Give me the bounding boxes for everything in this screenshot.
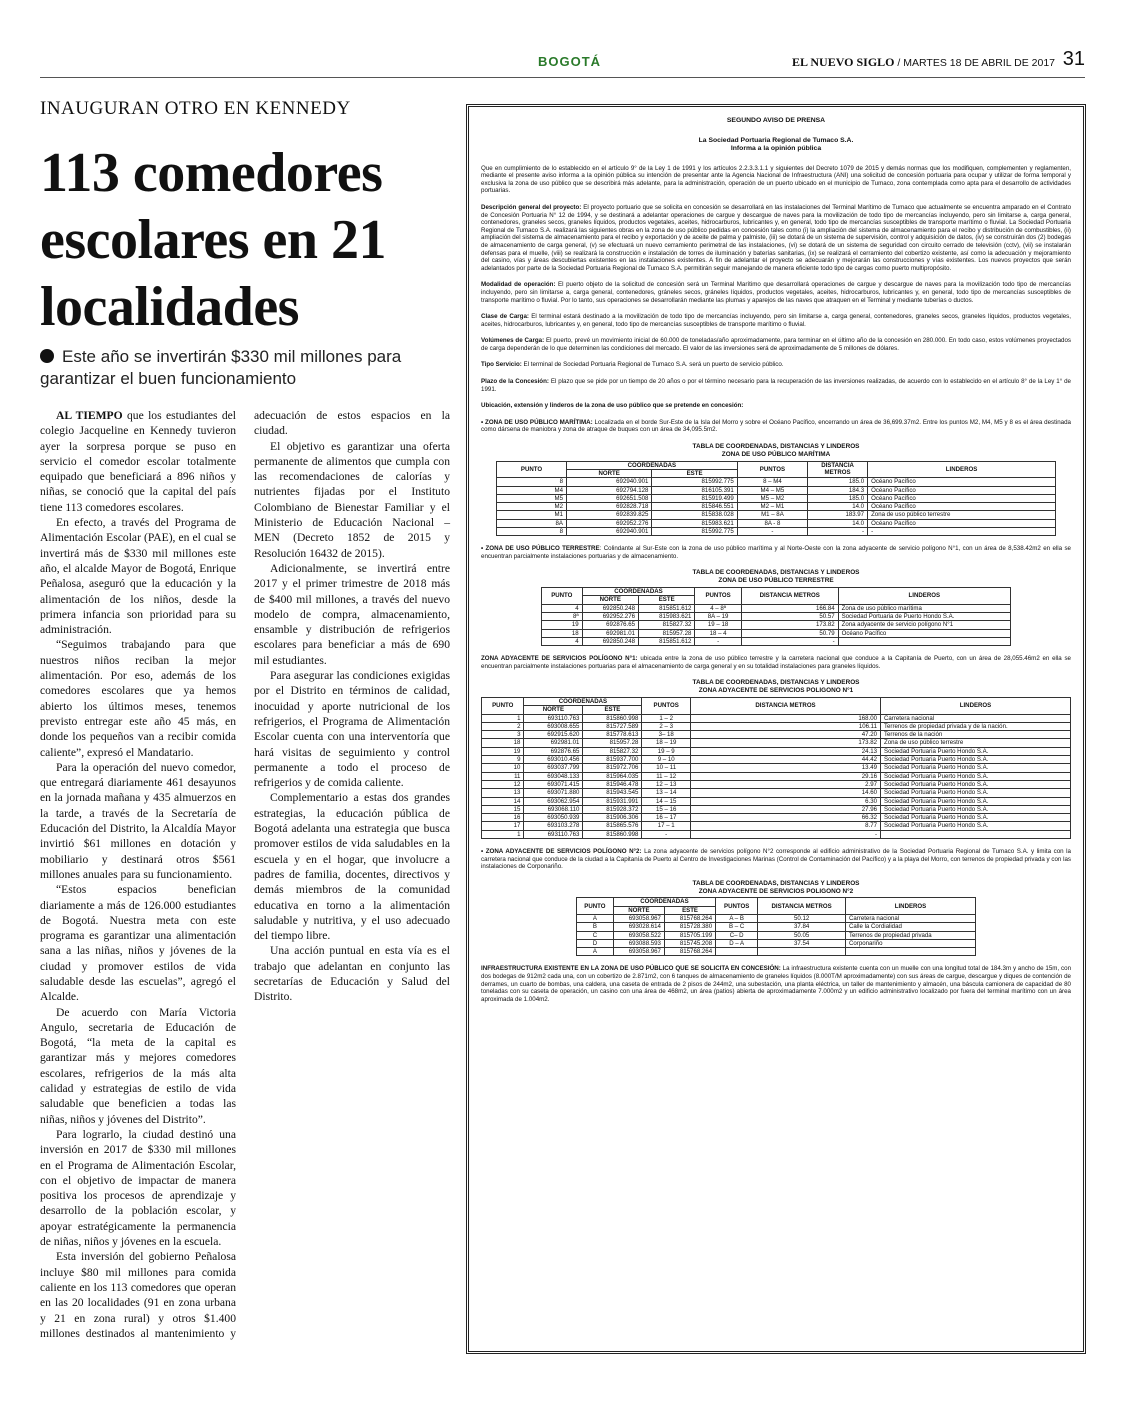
article-paragraph: “Seguimos trabajando para que nuestros niños reciban la mejor alimentación. Por eso, además de los comedores escolares que ya hemos abierto los últimos meses, tenemos previsto entregar este año 45 más, en donde los pequeños van a recibir comida caliente”, expresó el Mandatario. — [40, 638, 236, 759]
table-cell: 19 – 9 — [642, 747, 691, 755]
table-adjacent-2: PUNTO COORDENADAS PUNTOS DISTANCIA METROS LINDEROS NORTE ESTE A 693058.967 815768.264 A – B 50.12 Carretera nacional B 693028.614 815728.380 B – C 37.84 Calle la Cordialidad C 693058.522 815705.199 C– D 50.05 Terrenos de propiedad privada D 693088.593 815745.208 D – A 37.54 Corponariño A 693058.967 815768.264 — [576, 897, 976, 956]
notice-title: SEGUNDO AVISO DE PRENSA — [726, 117, 826, 124]
table-cell: D — [577, 939, 614, 947]
table-row — [482, 789, 1071, 797]
table-cell: Sociedad Portuaria de Puerto Hondo S.A. — [838, 612, 1010, 620]
notice-inform: Informa a la opinión pública — [730, 144, 822, 152]
table-cell: 815946.478 — [583, 780, 642, 788]
article-paragraph: Adicionalmente, se invertirá entre 2017 y el primer trimestre de 2018 más de $400 mil millones, a través del nuevo modelo de compra, almacenamiento, ensamble y distribución de refrigerios escolares para beneficiar a más de 690 mil estudiantes. — [254, 561, 450, 667]
col-este: ESTE — [652, 469, 737, 477]
table-cell: 13.49 — [691, 764, 881, 772]
table-row — [482, 822, 1071, 830]
table-cell: Terrenos de propiedad privada y de la nación. — [881, 722, 1071, 730]
table-cell: M1 — [497, 511, 567, 519]
table-cell: 16 — [482, 814, 524, 822]
article-paragraph: El objetivo es garantizar una oferta permanente de alimentos que cumpla con las recomendaciones de calorías y nutrientes fijadas por el Instituto Colombiano de Bienestar Familiar y el Ministerio de Educación Nacional – MEN (Decreto 1852 de 2015 y Resolución 16432 de 2015). — [254, 439, 450, 560]
table-cell: Sociedad Portuaria Puerto Hondo S.A. — [881, 756, 1071, 764]
table-cell: M4 – M5 — [737, 486, 807, 494]
table-cell: 693010.456 — [524, 756, 583, 764]
table-cell: 815768.264 — [664, 914, 715, 922]
table-cell: 17 — [482, 822, 524, 830]
table-cell: 8A - 8 — [737, 519, 807, 527]
article-body — [40, 408, 450, 1348]
table-cell: 815705.199 — [664, 931, 715, 939]
table-cell: 2.97 — [691, 780, 881, 788]
table-cell: 693058.522 — [613, 931, 664, 939]
table-row — [497, 528, 1056, 536]
table-row — [482, 722, 1071, 730]
table-cell: Calle la Cordialidad — [846, 923, 976, 931]
table-cell: 183.97 — [808, 511, 868, 519]
col-distancia: DISTANCIA METROS — [808, 461, 868, 478]
table-row — [482, 739, 1071, 747]
newspaper-brand: EL NUEVO SIGLO — [792, 55, 895, 69]
table-cell: 693110.763 — [524, 714, 583, 722]
table-cell: 18 – 4 — [695, 629, 741, 637]
col-norte: NORTE — [567, 469, 652, 477]
table-row — [542, 629, 1011, 637]
table-cell: 815928.372 — [583, 805, 642, 813]
table-row — [482, 797, 1071, 805]
table-cell: 12 – 13 — [642, 780, 691, 788]
table-cell: 14 — [482, 797, 524, 805]
table-cell: 693028.614 — [613, 923, 664, 931]
table-cell: 692915.620 — [524, 731, 583, 739]
notice-maritime-zone: • ZONA DE USO PÚBLICO MARÍTIMA: Localizada en el borde Sur-Este de la Isla del Morro y sobre el Océano Pacífico, encerrando un área de 36,699.37m2. Entre los puntos M2, M4, M5 y 8 es el área destinada como dársena de maniobra y zona de atraque de buques con un área de 34,095.5m2. — [481, 418, 1071, 434]
table-cell: 29.16 — [691, 772, 881, 780]
table-cell: 2 – 3 — [642, 722, 691, 730]
table-cell: 8A – 19 — [695, 612, 741, 620]
table-cell: 692651.508 — [567, 494, 652, 502]
table-row — [497, 519, 1056, 527]
table-cell: 37.84 — [758, 923, 846, 931]
table-cell: 1 — [482, 714, 524, 722]
publication-date: / MARTES 18 DE ABRIL DE 2017 — [897, 57, 1055, 69]
notice-description: Descripción general del proyecto: El proyecto portuario que se solicita en concesión se desarrollará en las instalaciones del Terminal Marítimo de Tumaco que actualmente se encuentra amparado en el Contrato de Concesión Portuaria N° 12 de 1994, y se destinará a adelantar operaciones de cargue y descargue de naves para la movilización de todo tipo de mercancías incluyendo, pero sin limitarse a, carga general, contenedores, graneles secos, graneles líquidos, productos vegetales, aceites, hidrocarburos, lubricantes y, en general, todo tipo de mercancías susceptibles de transporte marítimo o fluvial. La Sociedad Portuaria Regional de Tumaco S.A. realizará las siguientes obras en la zona de uso público pedidas en concesión tales como (i) la ampliación del sistema de almacenamiento para el recibo y distribución de combustibles, (ii) ampliación del sistema de almacenamiento para el recibo y exportación y de aceite de palma y palmiste, (iii) se dotará de un sistema de supervisión, control y adquisición de datos, (iv) se construirán dos (2) bodegas de almacenamiento de carga general, (v) se efectuará un nuevo cerramiento perimetral de las instalaciones, (vi) se dotará de un sistema de seguridad con circuito cerrado de televisión (cctv), (vii) se instalarán defensas para el muelle, (viii) se realizará la construcción e instalación de torres de iluminación y baterías sanitarias, (ix) se realizará el cerramiento del cobertizo existente, así como la adecuación y mejoramiento del casino, vías y áreas descubiertas existentes en las instalaciones existentes. A fin de adelantar el proyecto se adecuarán y mejorarán las construcciones y vías existentes. Los nuevos proyectos que serán adelantados por parte de la Sociedad Portuaria Regional de Tumaco S.A. permitirán seguir manejando de manera eficiente todo tipo de cargas como puerto multipropósito. — [481, 203, 1072, 272]
article-paragraph: Una acción puntual en esta vía es el trabajo que adelantan en conjunto las secretarías de Educación y Salud del Distrito. — [254, 944, 450, 1004]
table-cell: - — [741, 637, 838, 645]
table-cell: - — [868, 528, 1056, 536]
table-cell: 19 — [542, 621, 583, 629]
table-cell: 693050.939 — [524, 814, 583, 822]
table-cell: 166.84 — [741, 604, 838, 612]
table-cell: 815957.28 — [583, 739, 642, 747]
article-paragraph: Para lograrlo, la ciudad destinó una inversión en 2017 de $330 mil millones en el Programa de Alimentación Escolar, con el objetivo de impactar de manera positiva los procesos de aprendizaje y desarrollo de la población escolar, y apoyar estratégicamente la permanencia de niñas, niños y jóvenes en la escuela. — [40, 1127, 236, 1249]
table-cell: 815851.612 — [638, 604, 694, 612]
notice-adjacent-zone-1: ZONA ADYACENTE DE SERVICIOS POLÍGONO N°1: ubicada entre la zona de uso público terrestre y la carretera nacional que conduce a la Capitanía de Puerto, con un área de 28,055.46m2 en ella se encuentran parcialmente instalaciones portuarias para el almacenamiento de carga general y en su totalidad instalaciones para graneles líquidos. — [481, 655, 1071, 670]
table-cell: 692981.01 — [524, 739, 583, 747]
table-row — [577, 948, 976, 956]
table-cell: Sociedad Portuaria Puerto Hondo S.A. — [881, 814, 1071, 822]
table-cell: 815931.991 — [583, 797, 642, 805]
table-cell: 27.96 — [691, 805, 881, 813]
table-cell: M2 – M1 — [737, 503, 807, 511]
table-cell: M2 — [497, 503, 567, 511]
legal-notice — [466, 104, 1086, 1354]
table-cell: 11 – 12 — [642, 772, 691, 780]
table-cell: 815992.775 — [652, 478, 737, 486]
section-name: BOGOTÁ — [538, 54, 602, 69]
table-cell: 692981.01 — [582, 629, 638, 637]
article-kicker: INAUGURAN OTRO EN KENNEDY — [40, 98, 351, 119]
table-cell: 4 – 8ª — [695, 604, 741, 612]
table-cell: 18 – 19 — [642, 739, 691, 747]
table-cell: 815768.264 — [664, 948, 715, 956]
table-cell: Océano Pacífico — [868, 486, 1056, 494]
notice-infrastructure: INFRAESTRUCTURA EXISTENTE EN LA ZONA DE USO PÚBLICO QUE SE SOLICITA EN CONCESIÓN: La infraestructura existente cuenta con un muelle con una longitud total de 184.3m y ancho de 15m, con dos bodegas de 912m2 cada una, con un cobertizo de 2.871m2, con 6 tanques de almacenamiento de graneles líquidos (8.000T/M aproximadamente) con sus áreas de cargue, descargue y diques de contención de derrames, un cuarto de bombas, una caldera, una caseta de entrada de 2 pisos de 244m2, una subestación, una planta eléctrica, un taller de mantenimiento y almacén, una báscula camionera de capacidad de 80 toneladas con su caseta de operación, un casino con una área de 468m2, un área (patios) abierta de aproximadamente 7.000m2 y un edificio administrativo localizado por fuera del terminal marítimo con un área aproximada de 1.004m2. — [481, 965, 1072, 1003]
table-cell: 16 – 17 — [642, 814, 691, 822]
table-cell: 50.79 — [741, 629, 838, 637]
table-cell: 693058.967 — [613, 948, 664, 956]
bullet-icon — [40, 349, 54, 363]
table-cell: 168.00 — [691, 714, 881, 722]
table-cell: 815865.576 — [583, 822, 642, 830]
table-cell: Zona adyacente de servicio polígono N°1 — [838, 621, 1010, 629]
table-cell: 8ª — [542, 612, 583, 620]
table-row — [577, 914, 976, 922]
table-cell: 50.05 — [758, 931, 846, 939]
table-row — [542, 604, 1011, 612]
article-paragraph: De acuerdo con María Victoria Angulo, secretaria de Educación de Bogotá, “la meta de la capital es garantizar más y mejores comedores escolares, refrigerios de la más alta calidad y estrategias de estilo de vida saludable que beneficien a todas las niñas, niños y jóvenes del Distrito”. — [40, 1005, 236, 1126]
notice-location-heading: Ubicación, extensión y linderos de la zona de uso público que se pretende en concesión: — [481, 402, 744, 410]
table-terrestrial: PUNTO COORDENADAS PUNTOS DISTANCIA METROS LINDEROS NORTE ESTE 4 692850.248 815851.612 4 – 8ª 166.84 Zona de uso público marítima 8ª 692952.276 815983.621 8A – 19 50.57 Sociedad Portuaria de Puerto Hondo S.A. 19 692876.65 815827.32 19 – 18 173.82 Zona adyacente de servicio polígono N°1 18 692981.01 815957.28 18 – 4 50.79 Océano Pacífico 4 692850.248 815851.612 - - — [541, 587, 1011, 646]
table-cell: Océano Pacífico — [868, 494, 1056, 502]
table-cell: 692952.276 — [582, 612, 638, 620]
notice-operation-mode: Modalidad de operación: El puerto objeto de la solicitud de concesión será un Terminal Marítimo que desarrollará operaciones de cargue y descargue de naves para la movilización todo tipo de mercancías incluyendo, pero sin limitarse a, carga general, contenedores, gráneles secos, gráneles líquidos, productos vegetales, aceites, hidrocarburos, lubricantes y, en general, todo tipo de mercancías susceptibles de transporte marítimo o fluvial. Por lo tanto, sus operaciones se desarrollarán mediante las plumas y aparejos de las naves que atraquen en el Terminal y mediante tuberías o ductos. — [481, 281, 1071, 304]
table-cell: 692876.65 — [524, 747, 583, 755]
table-cell: 47.20 — [691, 731, 881, 739]
table-cell: 3– 18 — [642, 731, 691, 739]
table-cell: 692876.65 — [582, 621, 638, 629]
table-cell: 815778.613 — [583, 731, 642, 739]
table-row — [542, 621, 1011, 629]
table-row — [497, 503, 1056, 511]
notice-cargo-volume: Volúmenes de Carga: El puerto, prevé un movimiento inicial de 60.000 de toneladas/año aproximadamente, para terminar en el último año de la concesión en 280.000. En todo caso, estos volúmenes proyectados de carga dependerán de lo que determinen las condiciones del mercado. El valor de las inversiones será de aproximadamente de 5 millones de dólares. — [481, 337, 1072, 352]
table-cell: 815846.551 — [652, 503, 737, 511]
table-cell: 184.3 — [808, 486, 868, 494]
table-cell: 185.0 — [808, 494, 868, 502]
lead-in: AL TIEMPO — [56, 409, 123, 422]
table-cell: 815943.545 — [583, 789, 642, 797]
notice-cargo-class: Clase de Carga: El terminal estará destinado a la movilización de todo tipo de mercancías incluyendo, pero sin limitarse a, carga general, contenedores, graneles secos, graneles líquidos, productos vegetales, aceites, hidrocarburos, lubricantes y, en general, todo tipo de mercancías susceptibles de transporte marítimo o fluvial. — [481, 313, 1071, 328]
table-cell: 8A — [497, 519, 567, 527]
table-cell: 815983.621 — [638, 612, 694, 620]
table-row — [482, 830, 1071, 838]
notice-adjacent-zone-2: • ZONA ADYACENTE DE SERVICIOS POLÍGONO N°2: La zona adyacente de servicios polígono N°2 corresponde al edificio administrativo de la Sociedad Portuaria Regional de Tumaco S.A. y limita con la carretera nacional que conduce de la ciudad a la Capitanía de Puerto al Centro de Investigaciones Marinas (Control de Contaminación del Pacífico) y a la playa del Morro, con terrenos de propiedad privada y con las instalaciones de Corponariño. — [481, 847, 1071, 871]
table-cell: 693068.110 — [524, 805, 583, 813]
table-cell: 815728.380 — [664, 923, 715, 931]
table-cell: 693071.415 — [524, 780, 583, 788]
table-cell: 11 — [482, 772, 524, 780]
table-adjacent-2-title: TABLA DE COORDENADAS, DISTANCIAS Y LINDEROS ZONA ADYACENTE DE SERVICIOS POLIGONO N°2 — [692, 879, 860, 895]
notice-intro: Que en cumplimiento de lo establecido en el artículo 9° de la Ley 1 de 1991 y los artículos 2.2.3.3.1.1 y siguientes del Decreto 1079 de 2015 y demás normas que los modifiquen, complementen y reglamenten, mediante el presente aviso informa a la opinión pública su intención de presentar ante la Agencia Nacional de Infraestructura (ANI) una solicitud de concesión portuaria para ocupar y utilizar de forma temporal y exclusiva la zona de uso público que se describirá más adelante, para la administración, operación de un puerto ubicado en el municipio de Tumaco, zona contemplada como apta para el desarrollo de actividades portuarias. — [481, 164, 1071, 195]
table-cell: 3 — [482, 731, 524, 739]
table-cell: - — [808, 528, 868, 536]
table-row — [542, 612, 1011, 620]
table-cell: 693110.763 — [524, 830, 583, 838]
table-row — [542, 637, 1011, 645]
table-cell: 8 – M4 — [737, 478, 807, 486]
notice-term: Plazo de la Concesión: El plazo que se pide por un tiempo de 20 años o por el término necesario para la recuperación de las inversiones realizadas, de acuerdo con lo establecido en el artículo 8° de la Ley 1° de 1991. — [481, 378, 1071, 393]
table-cell: 8 — [497, 478, 567, 486]
page-header — [40, 46, 1085, 78]
table-cell: - — [695, 637, 741, 645]
col-puntos: PUNTOS — [737, 461, 807, 478]
table-maritime — [496, 461, 1056, 537]
table-cell: 815827.32 — [583, 747, 642, 755]
table-cell: 693008.655 — [524, 722, 583, 730]
table-cell: M5 — [497, 494, 567, 502]
table-cell: Sociedad Portuaria Puerto Hondo S.A. — [881, 822, 1071, 830]
table-cell: Océano Pacífico — [868, 503, 1056, 511]
table-cell: 44.42 — [691, 756, 881, 764]
col-linderos: LINDEROS — [868, 461, 1056, 478]
article-subhead: Este año se invertirán $330 mil millones para garantizar el buen funcionamiento — [40, 347, 402, 388]
table-row — [577, 923, 976, 931]
table-cell — [846, 948, 976, 956]
table-maritime-title: TABLA DE COORDENADAS, DISTANCIAS Y LINDEROS ZONA DE USO PÚBLICO MARÍTIMA — [692, 443, 860, 458]
article-paragraph: “Estos espacios benefician diariamente a más de 126.000 estudiantes de Bogotá. Nuestra meta con este programa es garantizar una alimentación sana a las niñas, niños y jóvenes de la ciudad y promover estilos de vida saludable desde las escuelas”, agregó el Alcalde. — [40, 883, 236, 1004]
table-row — [482, 756, 1071, 764]
notice-issuer — [481, 137, 1071, 153]
table-cell: 19 – 18 — [695, 621, 741, 629]
table-cell — [716, 948, 758, 956]
table-cell: 1 — [482, 830, 524, 838]
table-cell: Océano Pacífico — [868, 478, 1056, 486]
notice-company: La Sociedad Portuaria Regional de Tumaco S.A. — [698, 136, 854, 144]
publication-info — [792, 55, 1055, 70]
table-cell: 106.11 — [691, 722, 881, 730]
table-cell: 693071.880 — [524, 789, 583, 797]
table-cell: A – B — [716, 914, 758, 922]
table-cell: 815838.028 — [652, 511, 737, 519]
page-number: 31 — [1062, 48, 1085, 70]
table-cell: 24.13 — [691, 747, 881, 755]
table-cell: 185.0 — [808, 478, 868, 486]
table-cell: 693088.593 — [613, 939, 664, 947]
table-cell: 692952.276 — [567, 519, 652, 527]
table-cell: 693058.967 — [613, 914, 664, 922]
notice-terrestrial-zone: • ZONA DE USO PÚBLICO TERRESTRE: Colindante al Sur-Este con la zona de uso público marítima y al Norte-Oeste con la zona adyacente de servicio polígono N°1, con un área de 8,538.42m2 en ella se encuentran parcialmente instalaciones portuarias y de almacenamiento. — [481, 545, 1071, 560]
table-cell: 2 — [482, 722, 524, 730]
table-cell: Sociedad Portuaria Puerto Hondo S.A. — [881, 797, 1071, 805]
table-row — [482, 764, 1071, 772]
table-cell: 815957.28 — [638, 629, 694, 637]
table-cell: 692850.248 — [582, 637, 638, 645]
table-cell: 10 — [482, 764, 524, 772]
article-paragraph: AL TIEMPO que los estudiantes del colegio Jacqueline en Kennedy tuvieron ayer la sorpresa porque se puso en servicio el comedor escolar totalmente equipado que beneficiará a 896 niños y niñas, se conoció que la capital del país tiene 113 comedores escolares. — [40, 409, 236, 514]
article-paragraph: Para la operación del nuevo comedor, que entregará diariamente 461 desayunos en la jornada mañana y 435 almuerzos en la tarde, a través de la Secretaría de Educación del Distrito, la Alcaldía Mayor invirtió $61 millones en dotación y mobiliario y destinará otros $561 millones anuales para su funcionamiento. — [40, 760, 236, 881]
table-cell — [881, 830, 1071, 838]
table-cell: - — [737, 528, 807, 536]
table-cell: 815937.700 — [583, 756, 642, 764]
table-cell: 692794.128 — [567, 486, 652, 494]
table-cell: Sociedad Portuaria Puerto Hondo S.A. — [881, 747, 1071, 755]
table-row — [497, 486, 1056, 494]
table-cell: 815992.775 — [652, 528, 737, 536]
table-cell: 815983.621 — [652, 519, 737, 527]
table-cell: D – A — [716, 939, 758, 947]
table-cell: 4 — [542, 637, 583, 645]
table-cell: 815860.998 — [583, 714, 642, 722]
table-cell: Terrenos de la nación — [881, 731, 1071, 739]
table-row — [497, 511, 1056, 519]
article-headline: 113 comedores escolares en 21 localidades — [40, 142, 387, 338]
table-adjacent-1: PUNTO COORDENADAS PUNTOS DISTANCIA METROS LINDEROS NORTE ESTE 1 693110.763 815860.998 1 – 2 168.00 Carretera nacional 2 693008.655 815727.589 2 – 3 106.11 Terrenos de propiedad privada y de la nación. 3 692915.620 815778.613 3– 18 47.20 Terrenos de la nación 18 692981.01 815957.28 18 – 19 173.82 Zona de uso público terrestre 19 692876.65 815827.32 19 – 9 24.13 Sociedad Portuaria Puerto Hondo S.A. 9 693010.456 815937.700 9 – 10 44.42 Sociedad Portuaria Puerto Hondo S.A. 10 693037.799 815972.706 10 – 11 13.49 Sociedad Portuaria Puerto Hondo S.A. 11 693048.133 815964.035 11 – 12 29.16 Sociedad Portuaria Puerto Hondo S.A. 12 693071.415 815946.478 12 – 13 2.97 Sociedad Portuaria Puerto Hondo S.A. 13 693071.880 815943.545 13 – 14 14.60 Sociedad Portuaria Puerto Hondo S.A. 14 693062.954 815931.991 14 – 15 6.30 Sociedad Portuaria Puerto Hondo S.A. 15 693068.110 815928.372 15 – 16 27.96 Sociedad Portuaria Puerto Hondo S.A. 16 693050.939 815906.306 16 – 17 66.32 Sociedad Portuaria Puerto Hondo S.A. 17 693103.278 815865.576 17 – 1 8.77 Sociedad Portuaria Puerto Hondo S.A. 1 693110.763 815860.998 - - — [481, 697, 1071, 839]
table-cell: Sociedad Portuaria Puerto Hondo S.A. — [881, 772, 1071, 780]
table-cell: 50.12 — [758, 914, 846, 922]
table-cell: 6.30 — [691, 797, 881, 805]
table-cell: 692940.901 — [567, 478, 652, 486]
table-cell: 17 – 1 — [642, 822, 691, 830]
table-cell: 4 — [542, 604, 583, 612]
table-cell: 693103.278 — [524, 822, 583, 830]
table-cell: 50.57 — [741, 612, 838, 620]
table-cell: M4 — [497, 486, 567, 494]
table-cell: M5 – M2 — [737, 494, 807, 502]
table-row — [482, 772, 1071, 780]
table-cell: Sociedad Portuaria Puerto Hondo S.A. — [881, 764, 1071, 772]
table-cell: Sociedad Portuaria Puerto Hondo S.A. — [881, 780, 1071, 788]
table-cell: A — [577, 948, 614, 956]
article-paragraph: Complementario a estas dos grandes estrategias, la educación pública de Bogotá adelanta una estrategia que busca promover estilos de vida saludables en la escuela y en el hogar, que involucre a padres de familia, docentes, directivos y demás miembros de la comunidad educativa en torno a la alimentación saludable y nutritiva, y el uso adecuado del tiempo libre. — [254, 791, 450, 943]
table-cell: 173.82 — [741, 621, 838, 629]
article-paragraph: En efecto, a través del Programa de Alimentación Escolar (PAE), en el cual se invertirá más de $330 mil millones este año, el alcalde Mayor de Bogotá, Enrique Peñalosa, aseguró que la educación y la alimentación de los niños, desde la primera infancia son prioridad para su administración. — [40, 516, 236, 637]
table-row — [577, 939, 976, 947]
table-cell: 815745.208 — [664, 939, 715, 947]
article-paragraph: Para asegurar las condiciones exigidas por el Distrito en términos de calidad, inocuidad y aporte nutricional de los refrigerios, el Programa de Alimentación Escolar cuenta con una interventoría que hará visitas de seguimiento y control permanente a todo el proceso de refrigerios y de comida caliente. — [254, 669, 450, 790]
table-cell: 693037.799 — [524, 764, 583, 772]
table-cell: 692940.901 — [567, 528, 652, 536]
table-cell: 693062.954 — [524, 797, 583, 805]
table-cell: 815851.612 — [638, 637, 694, 645]
table-cell: 9 — [482, 756, 524, 764]
table-cell: C — [577, 931, 614, 939]
table-row — [482, 780, 1071, 788]
table-cell: 815906.306 — [583, 814, 642, 822]
table-cell: 18 — [482, 739, 524, 747]
table-cell: 815972.706 — [583, 764, 642, 772]
table-cell: 815919.499 — [652, 494, 737, 502]
table-cell: Corponariño — [846, 939, 976, 947]
table-cell: Zona de uso público terrestre — [881, 739, 1071, 747]
table-cell: 693048.133 — [524, 772, 583, 780]
table-cell: 8 — [497, 528, 567, 536]
table-cell: 13 – 14 — [642, 789, 691, 797]
table-cell: B — [577, 923, 614, 931]
table-cell: Océano Pacífico — [868, 519, 1056, 527]
table-cell: 37.54 — [758, 939, 846, 947]
table-cell: 66.32 — [691, 814, 881, 822]
table-cell: Sociedad Portuaria Puerto Hondo S.A. — [881, 789, 1071, 797]
table-row — [482, 731, 1071, 739]
table-cell: 14.0 — [808, 503, 868, 511]
table-row — [577, 931, 976, 939]
table-cell: 14 – 15 — [642, 797, 691, 805]
table-cell: Terrenos de propiedad privada — [846, 931, 976, 939]
table-cell: 14.60 — [691, 789, 881, 797]
table-cell: - — [691, 830, 881, 838]
notice-service-type: Tipo Servicio: El terminal de Sociedad Portuaria Regional de Tumaco S.A. será un puerto de servicio público. — [481, 361, 784, 369]
table-cell: Océano Pacífico — [838, 629, 1010, 637]
table-cell: C– D — [716, 931, 758, 939]
table-cell: 8.77 — [691, 822, 881, 830]
table-cell: 10 – 11 — [642, 764, 691, 772]
table-cell — [758, 948, 846, 956]
table-cell: Carretera nacional — [846, 914, 976, 922]
table-cell: - — [642, 830, 691, 838]
table-cell: 19 — [482, 747, 524, 755]
table-cell: 15 – 16 — [642, 805, 691, 813]
table-cell: 14.0 — [808, 519, 868, 527]
table-cell: 815860.998 — [583, 830, 642, 838]
col-coordenadas: COORDENADAS — [567, 461, 738, 469]
col-punto: PUNTO — [497, 461, 567, 478]
table-cell: A — [577, 914, 614, 922]
table-cell: 692828.718 — [567, 503, 652, 511]
table-cell: B – C — [716, 923, 758, 931]
table-row — [497, 478, 1056, 486]
table-cell: 13 — [482, 789, 524, 797]
table-cell: 1 – 2 — [642, 714, 691, 722]
table-cell: 815727.589 — [583, 722, 642, 730]
table-cell: 692839.825 — [567, 511, 652, 519]
table-terrestrial-title: TABLA DE COORDENADAS, DISTANCIAS Y LINDEROS ZONA DE USO PÚBLICO TERRESTRE — [692, 569, 860, 585]
table-cell — [838, 637, 1010, 645]
table-cell: Carretera nacional — [881, 714, 1071, 722]
table-cell: M1 – 8A — [737, 511, 807, 519]
table-row — [482, 805, 1071, 813]
table-cell: 173.82 — [691, 739, 881, 747]
table-cell: 816105.391 — [652, 486, 737, 494]
table-cell: 815827.32 — [638, 621, 694, 629]
table-row — [497, 494, 1056, 502]
table-row — [482, 814, 1071, 822]
table-cell: 12 — [482, 780, 524, 788]
table-cell: Zona de uso público marítima — [838, 604, 1010, 612]
table-cell: Sociedad Portuaria Puerto Hondo S.A. — [881, 805, 1071, 813]
table-row — [482, 714, 1071, 722]
table-cell: Zona de uso público terrestre — [868, 511, 1056, 519]
table-row — [482, 747, 1071, 755]
table-cell: 692850.248 — [582, 604, 638, 612]
table-cell: 9 – 10 — [642, 756, 691, 764]
table-cell: 15 — [482, 805, 524, 813]
table-cell: 815964.035 — [583, 772, 642, 780]
table-adjacent-1-title: TABLA DE COORDENADAS, DISTANCIAS Y LINDEROS ZONA ADYACENTE DE SERVICIOS POLIGONO N°1 — [692, 679, 860, 695]
table-cell: 18 — [542, 629, 583, 637]
article-paragraph: Esta inversión del gobierno Peñalosa incluye $80 mil millones para comida caliente en los 113 comedores que operan en las 20 localidades (91 en zona urbana y 21 en zona rural) y otros $1.400 millones destinados al mantenimiento y adecuación de estos espacios en la ciudad. — [40, 409, 450, 1340]
